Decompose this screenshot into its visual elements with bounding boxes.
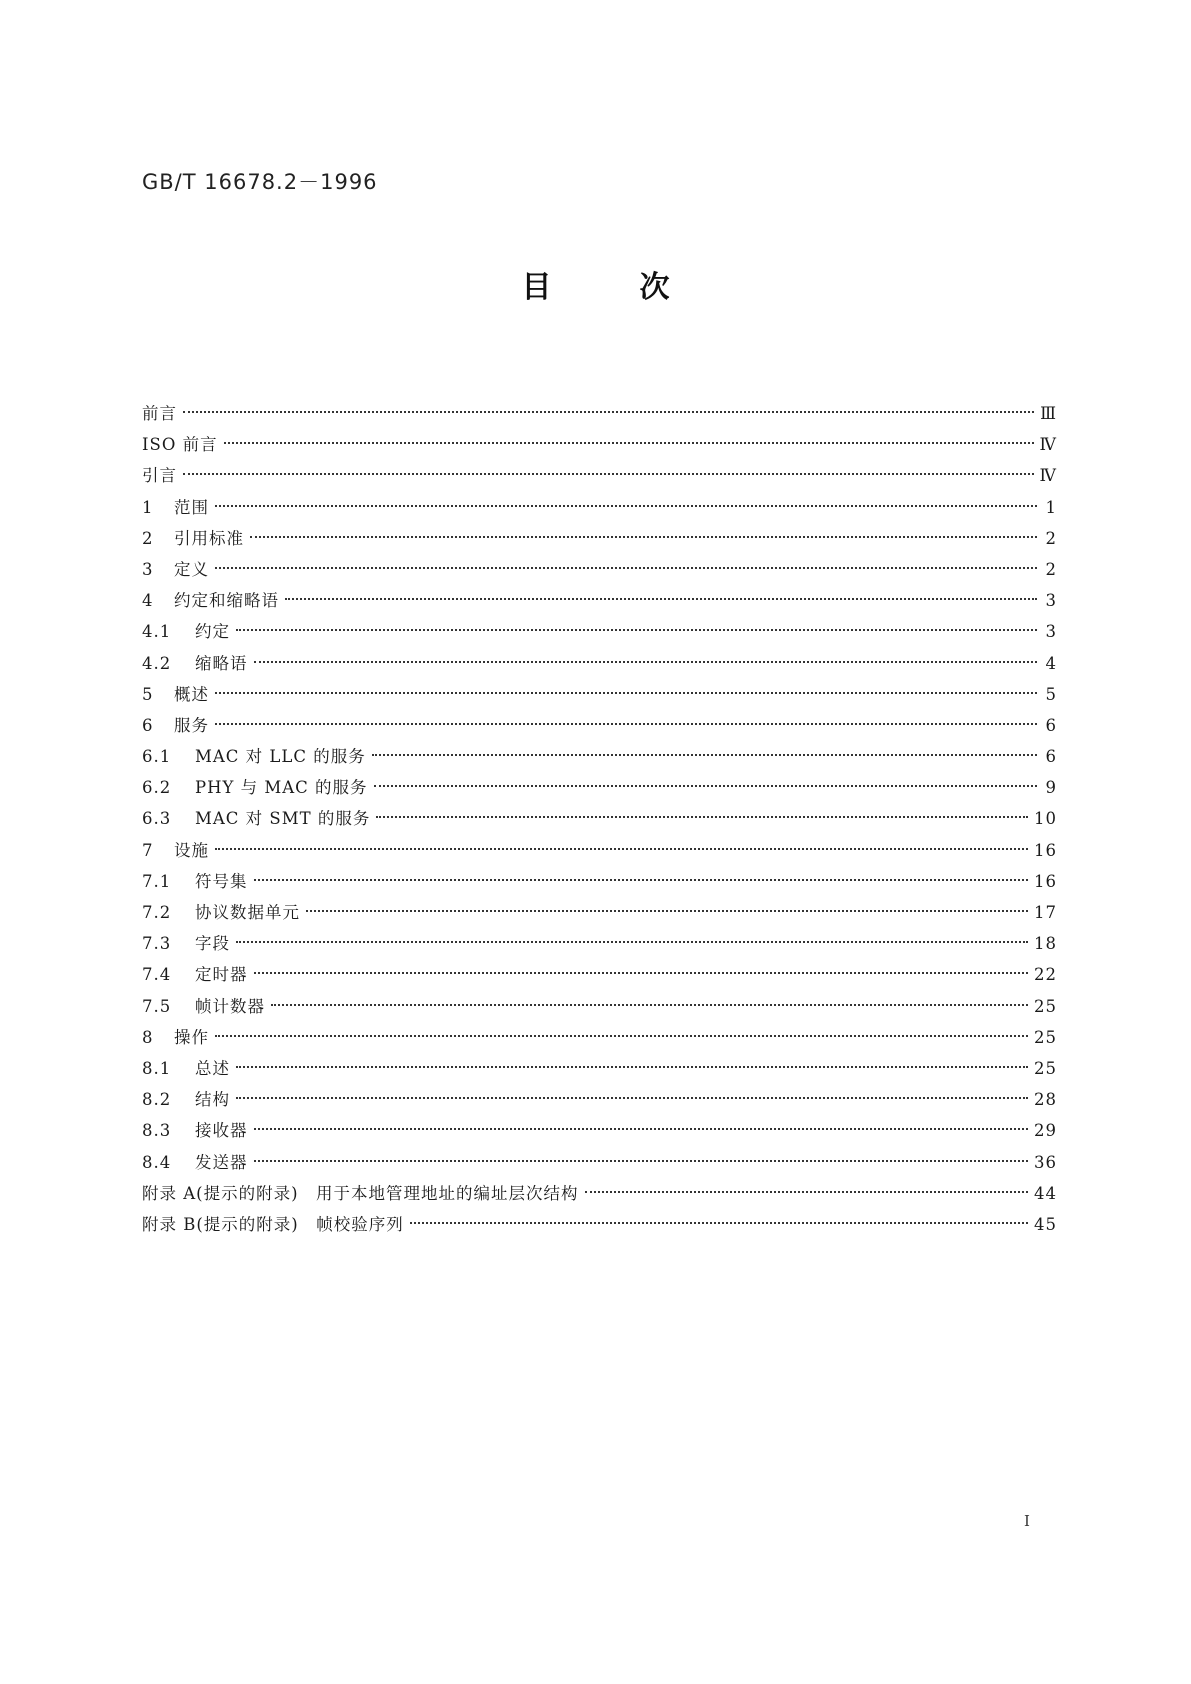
toc-entry-page: 4 [1045,653,1057,673]
toc-entry[interactable] [142,959,1057,990]
toc-leader-dots [376,816,1028,818]
toc-entry-page: 36 [1034,1152,1057,1172]
toc-entry-page: 28 [1034,1090,1057,1110]
toc-leader-dots [215,1035,1028,1037]
toc-entry[interactable] [142,1022,1057,1053]
toc-entry-page: 9 [1045,778,1057,798]
toc-entry-number: 5 [142,684,154,704]
toc-entry[interactable] [142,1084,1057,1115]
toc-leader-dots [236,941,1028,943]
toc-entry[interactable] [142,1115,1057,1146]
toc-leader-dots [254,1160,1029,1162]
toc-entry[interactable] [142,1209,1057,1240]
toc-entry-number: 7.3 [142,934,172,954]
toc-entry-label: ISO 前言 [142,435,218,455]
toc-entry-page: 10 [1034,809,1057,829]
toc-entry[interactable] [142,897,1057,928]
toc-leader-dots [410,1222,1028,1224]
toc-leader-dots [236,629,1037,631]
toc-entry[interactable] [142,398,1057,429]
toc-entry-page: Ⅳ [1039,466,1057,486]
toc-leader-dots [224,442,1034,444]
toc-leader-dots [271,1004,1028,1006]
toc-entry-page: Ⅳ [1039,435,1057,455]
toc-entry[interactable] [142,741,1057,772]
toc-entry-page: Ⅲ [1040,404,1057,423]
page-title: 目次 [521,270,758,305]
toc-entry-number: 8.2 [142,1090,172,1110]
toc-entry[interactable] [142,460,1057,491]
toc-entry-page: 1 [1045,497,1057,517]
toc-entry-page: 25 [1034,1027,1057,1047]
toc-entry[interactable] [142,803,1057,834]
toc-entry[interactable] [142,991,1057,1022]
toc-entry-label: 服务 [174,715,209,735]
toc-entry[interactable] [142,1178,1057,1209]
toc-entry-label: 总述 [195,1058,230,1078]
toc-entry[interactable] [142,772,1057,803]
toc-entry-label: 前言 [142,404,177,423]
toc-entry-page: 17 [1034,903,1057,922]
toc-entry[interactable] [142,554,1057,585]
toc-entry-number: 7 [142,840,154,860]
toc-entry-number: 1 [142,497,154,517]
toc-entry-page: 45 [1034,1214,1057,1234]
toc-entry-number: 8.4 [142,1152,172,1172]
toc-entry[interactable] [142,492,1057,523]
toc-entry-number: 2 [142,528,154,548]
toc-leader-dots [250,536,1037,538]
toc-leader-dots [306,910,1028,912]
toc-entry-label: 附录 A(提示的附录) 用于本地管理地址的编址层次结构 [142,1183,579,1203]
toc-entry-page: 3 [1045,591,1057,611]
toc-entry-page: 6 [1045,715,1057,735]
toc-entry-page: 25 [1034,996,1057,1016]
toc-leader-dots [215,567,1037,569]
toc-entry-number: 3 [142,559,154,579]
toc-leader-dots [215,723,1037,725]
toc-entry-page: 2 [1045,528,1057,548]
standard-code: GB/T 16678.2－1996 [142,170,378,194]
toc-entry-number: 4.2 [142,653,172,673]
toc-entry-label: 定时器 [195,965,248,985]
toc-entry-label: 约定和缩略语 [174,591,279,611]
toc-entry-page: 29 [1034,1121,1057,1141]
toc-leader-dots [254,1128,1029,1130]
toc-entry-number: 6.1 [142,747,172,767]
toc-entry[interactable] [142,585,1057,616]
toc-entry-page: 6 [1045,747,1057,767]
toc-entry[interactable] [142,835,1057,866]
toc-entry-page: 3 [1045,622,1057,642]
toc-entry-label: 引用标准 [174,528,244,548]
toc-entry-number: 7.4 [142,965,172,985]
toc-entry-label: 字段 [195,934,230,954]
toc-entry-page: 25 [1034,1058,1057,1078]
toc-leader-dots [215,692,1037,694]
toc-entry-label: 定义 [174,559,209,579]
toc-entry[interactable] [142,616,1057,647]
toc-entry-number: 6.3 [142,809,172,829]
page-number: Ⅰ [1024,1512,1030,1530]
toc-entry-label: 发送器 [195,1152,248,1172]
toc-entry-label: 范围 [174,497,209,517]
toc-leader-dots [183,411,1034,413]
toc-entry[interactable] [142,523,1057,554]
toc-entry-label: 接收器 [195,1121,248,1141]
toc-leader-dots [215,505,1037,507]
toc-entry[interactable] [142,928,1057,959]
toc-entry-number: 7.5 [142,996,172,1016]
toc-entry-label: 结构 [195,1090,230,1110]
table-of-contents [142,398,1057,1240]
toc-leader-dots [215,848,1028,850]
toc-entry-number: 7.1 [142,871,172,891]
toc-leader-dots [236,1097,1028,1099]
toc-entry[interactable] [142,648,1057,679]
toc-entry-label: 操作 [174,1027,209,1047]
toc-entry-label: 约定 [195,622,230,642]
toc-entry-number: 6 [142,715,154,735]
toc-entry-label: MAC 对 SMT 的服务 [195,809,371,829]
toc-entry-number: 8.1 [142,1058,172,1078]
toc-entry-page: 5 [1045,684,1057,704]
toc-entry-number: 4.1 [142,622,172,642]
toc-entry-page: 16 [1034,840,1057,860]
toc-leader-dots [254,879,1029,881]
toc-entry-label: 协议数据单元 [195,903,300,922]
toc-entry-label: MAC 对 LLC 的服务 [195,747,366,767]
toc-entry-number: 8.3 [142,1121,172,1141]
toc-leader-dots [254,972,1029,974]
toc-entry-label: 符号集 [195,871,248,891]
toc-entry-label: 引言 [142,466,177,486]
toc-entry[interactable] [142,1053,1057,1084]
toc-entry-page: 18 [1034,934,1057,954]
toc-entry-number: 7.2 [142,903,172,922]
toc-entry-label: PHY 与 MAC 的服务 [195,778,368,798]
toc-entry-label: 设施 [174,840,209,860]
toc-leader-dots [374,785,1037,787]
toc-entry-number: 6.2 [142,778,172,798]
toc-entry-label: 附录 B(提示的附录) 帧校验序列 [142,1214,404,1234]
toc-entry-label: 概述 [174,684,209,704]
toc-entry[interactable] [142,429,1057,460]
toc-entry-number: 8 [142,1027,154,1047]
toc-entry-page: 44 [1034,1183,1057,1203]
toc-leader-dots [285,598,1037,600]
toc-leader-dots [254,661,1038,663]
toc-leader-dots [183,473,1034,475]
toc-entry[interactable] [142,1147,1057,1178]
toc-entry-page: 16 [1034,871,1057,891]
toc-entry[interactable] [142,866,1057,897]
toc-leader-dots [372,754,1037,756]
toc-entry[interactable] [142,710,1057,741]
toc-entry-number: 4 [142,591,154,611]
toc-entry-page: 2 [1045,559,1057,579]
toc-entry-label: 缩略语 [195,653,248,673]
toc-leader-dots [236,1066,1028,1068]
toc-entry-page: 22 [1034,965,1057,985]
toc-entry[interactable] [142,679,1057,710]
toc-leader-dots [585,1191,1028,1193]
toc-entry-label: 帧计数器 [195,996,265,1016]
